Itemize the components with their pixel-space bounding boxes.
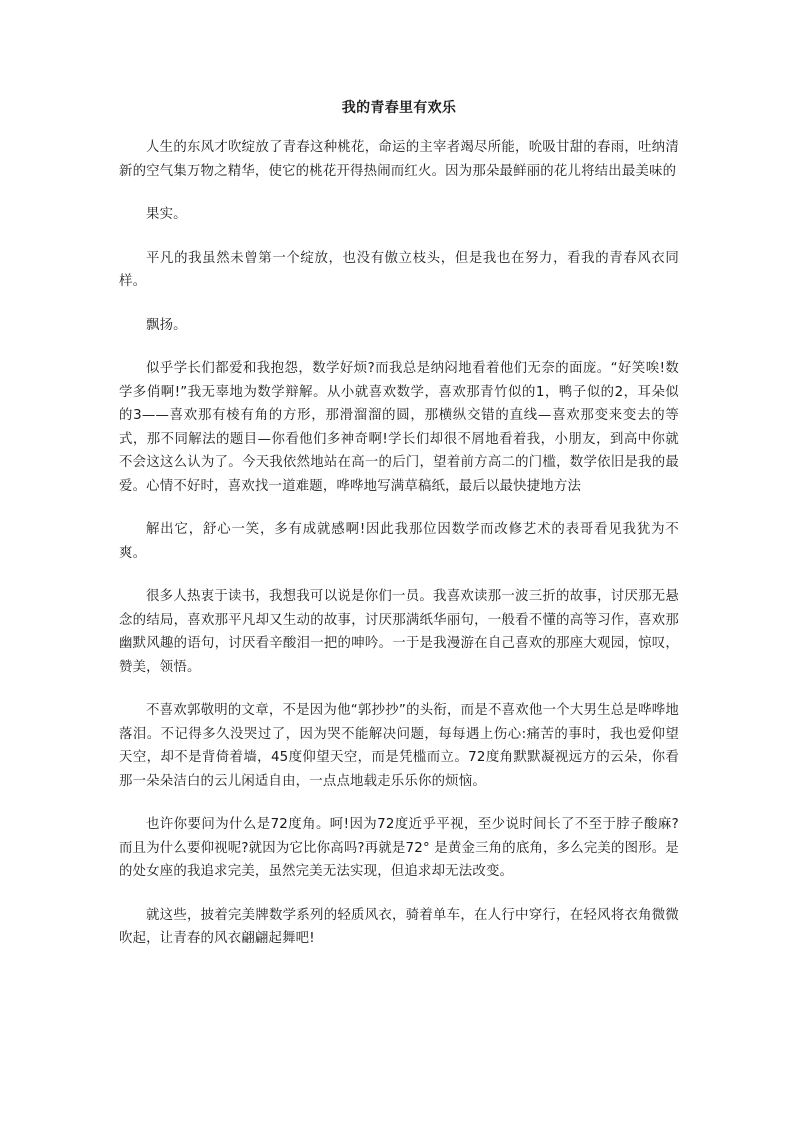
document-title: 我的青春里有欢乐 bbox=[341, 100, 457, 116]
paragraph-9: 也许你要问为什么是72度角。呵!因为72度近乎平视，至少说时间长了不至于脖子酸麻?而且为什么要仰视呢?就因为它比你高吗?再就是72° 是黄金三角的底角，多么完美的图形。是的处女座的我追求完美，虽然完美无法实现，但追求却无法改变。 bbox=[119, 817, 679, 879]
paragraph-6: 解出它，舒心一笑，多有成就感啊!因此我那位因数学而改修艺术的表哥看见我犹为不爽。 bbox=[119, 522, 679, 561]
paragraph-8: 不喜欢郭敬明的文章，不是因为他“郭抄抄”的头衔，而是不喜欢他一个大男生总是哗哗地落泪。不记得多久没哭过了，因为哭不能解决问题，每每遇上伤心:痛苦的事时，我也爱仰望天空，却不是背倚着墙，45度仰望天空，而是凭槛而立。72度角默默凝视远方的云朵，你看那一朵朵洁白的云儿闲适自由，一点点地载走乐乐你的烦恼。 bbox=[119, 703, 679, 789]
paragraph-2: 果实。 bbox=[146, 207, 187, 222]
paragraph-10: 就这些，披着完美牌数学系列的轻质风衣，骑着单车，在人行中穿行，在轻风将衣角微微吹起，让青春的风衣翩翩起舞吧! bbox=[119, 907, 679, 946]
paragraph-4: 飘扬。 bbox=[146, 317, 187, 333]
paragraph-1: 人生的东风才吹绽放了青春这种桃花，命运的主宰者竭尽所能，吮吸甘甜的春雨，吐纳清新的空气集万物之精华，使它的桃花开得热闹而红火。因为那朵最鲜丽的花儿将结出最美味的 bbox=[119, 140, 679, 179]
paragraph-3: 平凡的我虽然未曾第一个绽放，也没有傲立枝头，但是我也在努力，看我的青春风衣同样。 bbox=[119, 250, 679, 289]
paragraph-5: 似乎学长们都爱和我抱怨，数学好烦?而我总是纳闷地看着他们无奈的面庞。“好笑唉!数学多俏啊!”我无辜地为数学辩解。从小就喜欢数学，喜欢那青竹似的1，鸭子似的2，耳朵似的3——喜欢那有棱有角的方形，那滑溜溜的圆，那横纵交错的直线—喜欢那变来变去的等式，那不同解法的题目—你看他们多神奇啊!学长们却很不屑地看着我，小朋友，到高中你就不会这这么认为了。今天我依然地站在高一的后门，望着前方高二的门槛，数学依旧是我的最爱。心情不好时，喜欢找一道难题，哗哗地写满草稿纸，最后以最快捷地方法 bbox=[119, 361, 679, 494]
paragraph-7: 很多人热衷于读书，我想我可以说是你们一员。我喜欢读那一波三折的故事，讨厌那无悬念的结局，喜欢那平凡却又生动的故事，讨厌那满纸华丽句，一般看不懂的高等习作，喜欢那幽默风趣的语句，讨厌看辛酸泪一把的呻吟。一于是我漫游在自己喜欢的那座大观园，惊叹，赞美，领悟。 bbox=[119, 589, 679, 675]
document-body bbox=[119, 98, 679, 971]
